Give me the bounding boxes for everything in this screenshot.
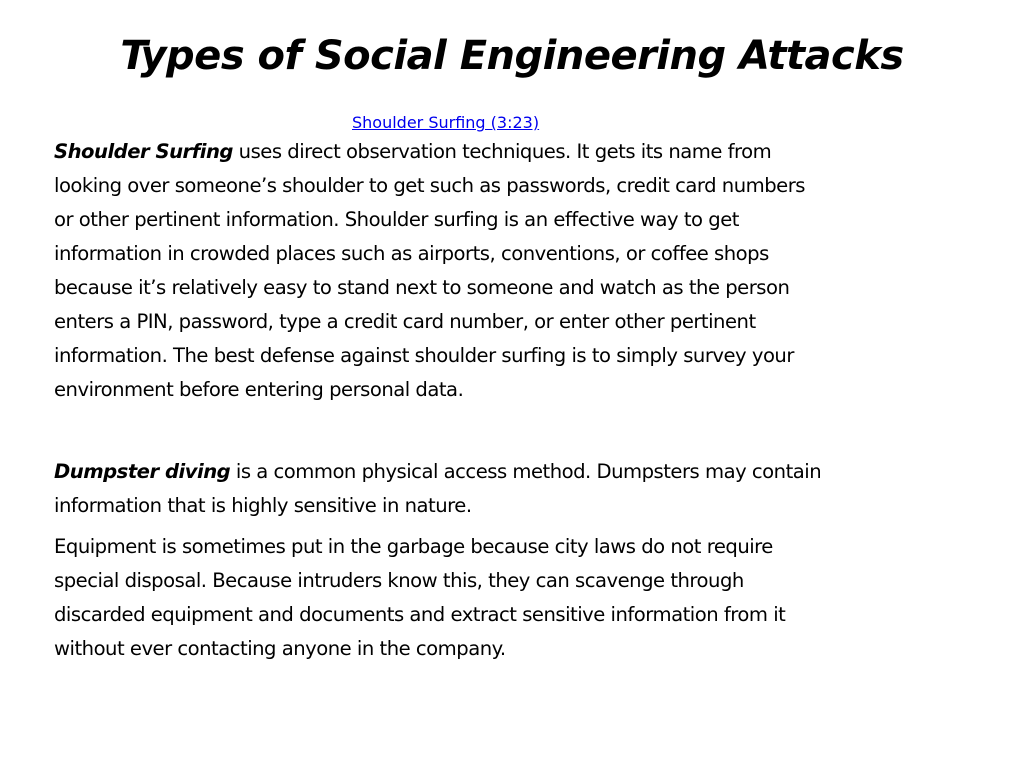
paragraph-line: because it’s relatively easy to stand next to someone and watch as the person bbox=[54, 276, 790, 299]
dumpster-diving-paragraph bbox=[54, 455, 984, 523]
paragraph-line: information that is highly sensitive in nature. bbox=[54, 494, 472, 517]
paragraph-spacer bbox=[54, 407, 984, 455]
paragraph-line: special disposal. Because intruders know this, they can scavenge through bbox=[54, 569, 744, 592]
shoulder-surfing-term: Shoulder Surfing bbox=[54, 140, 233, 163]
paragraph-line bbox=[54, 455, 984, 489]
slide-body bbox=[54, 135, 984, 666]
paragraph-line: or other pertinent information. Shoulder surfing is an effective way to get bbox=[54, 208, 739, 231]
paragraph-line: looking over someone’s shoulder to get such as passwords, credit card numbers bbox=[54, 174, 805, 197]
equipment-paragraph bbox=[54, 530, 984, 666]
paragraph-line: information in crowded places such as airports, conventions, or coffee shops bbox=[54, 242, 769, 265]
paragraph-line: information. The best defense against shoulder surfing is to simply survey your bbox=[54, 344, 794, 367]
slide-title: Types of Social Engineering Attacks bbox=[120, 33, 904, 79]
paragraph-line bbox=[54, 135, 984, 169]
paragraph-spacer bbox=[54, 523, 984, 530]
paragraph-line-text: uses direct observation techniques. It gets its name from bbox=[232, 140, 772, 163]
shoulder-surfing-video-link[interactable]: Shoulder Surfing (3:23) bbox=[352, 113, 540, 132]
paragraph-line: discarded equipment and documents and extract sensitive information from it bbox=[54, 603, 786, 626]
paragraph-line-text: is a common physical access method. Dumpsters may contain bbox=[230, 460, 822, 483]
paragraph-line: environment before entering personal data. bbox=[54, 378, 464, 401]
dumpster-diving-term: Dumpster diving bbox=[54, 460, 231, 483]
shoulder-surfing-paragraph bbox=[54, 135, 984, 407]
paragraph-line: without ever contacting anyone in the company. bbox=[54, 637, 506, 660]
paragraph-line: Equipment is sometimes put in the garbage because city laws do not require bbox=[54, 535, 773, 558]
paragraph-line: enters a PIN, password, type a credit card number, or enter other pertinent bbox=[54, 310, 756, 333]
